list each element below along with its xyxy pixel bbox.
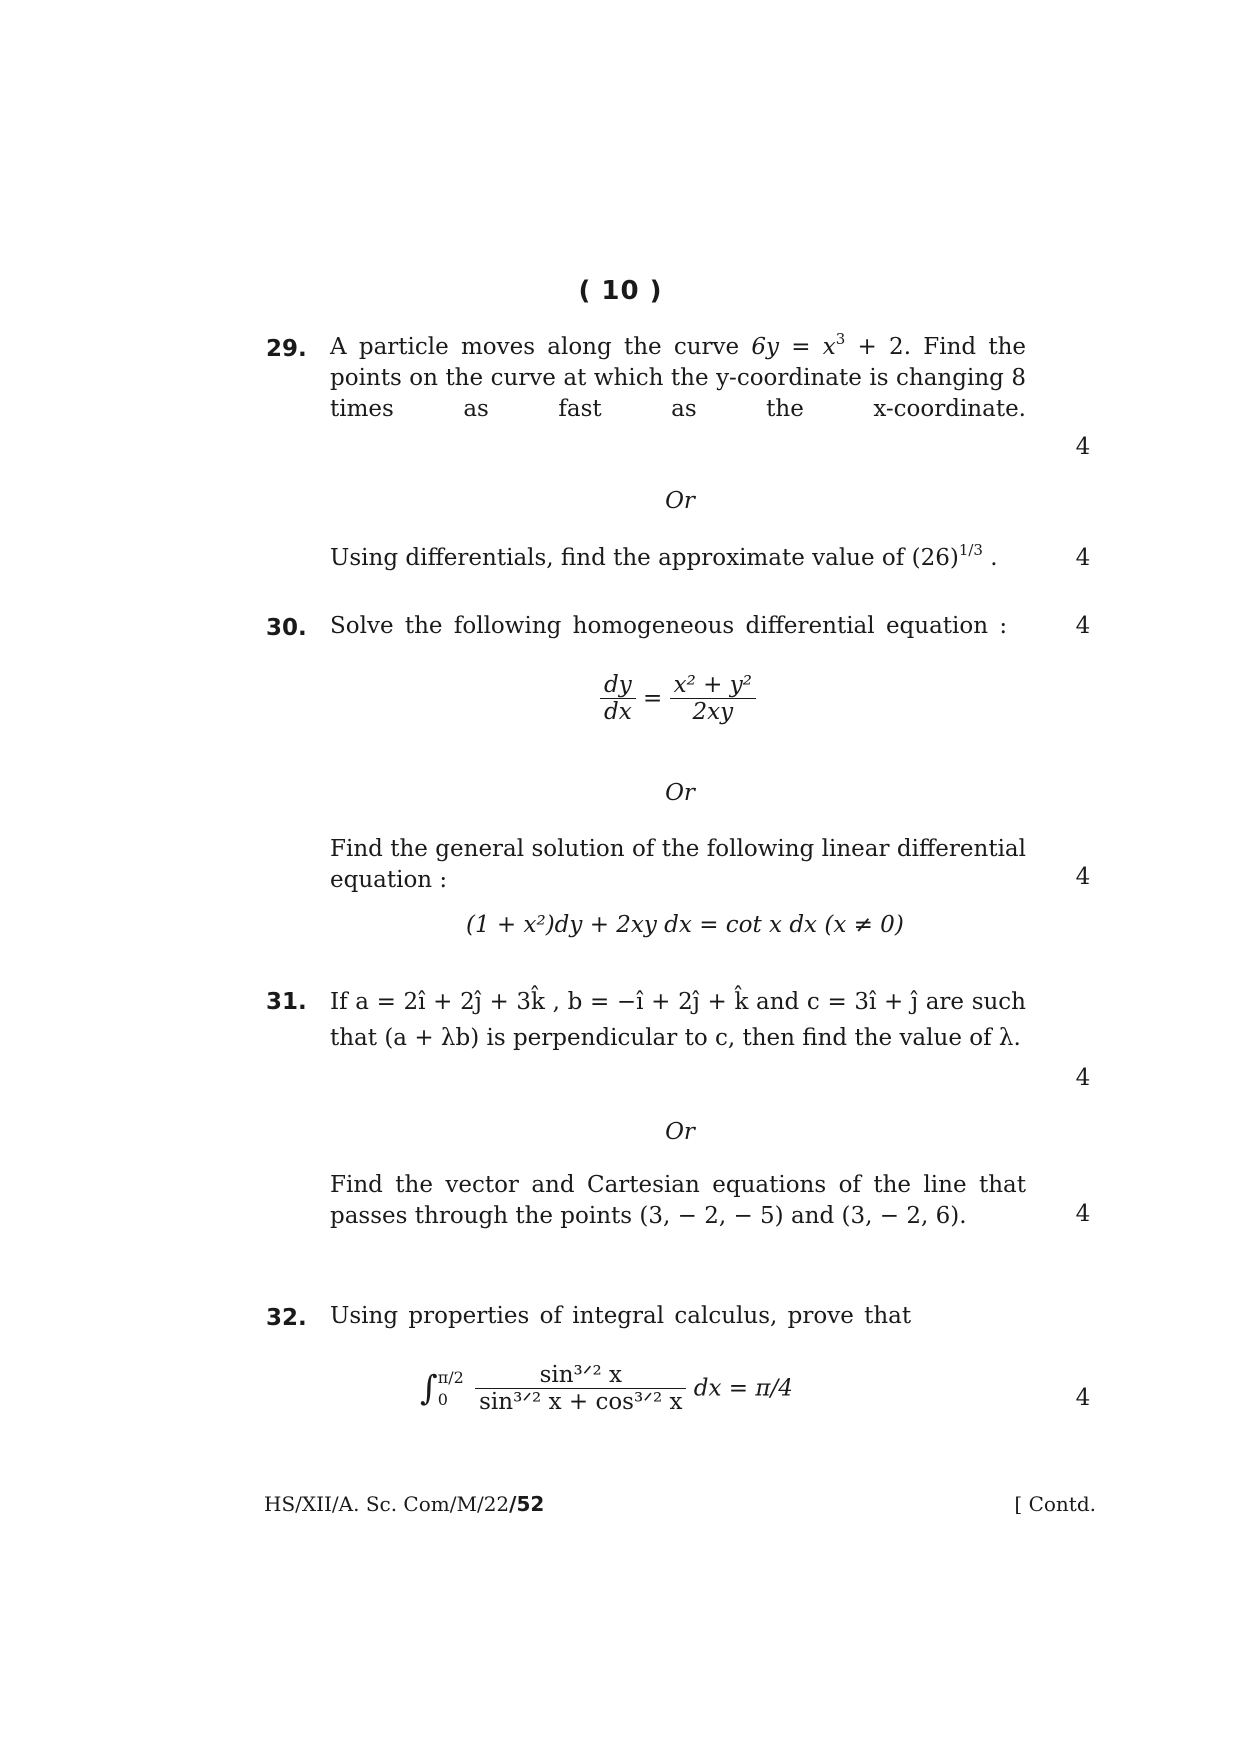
integral-result: dx = π/4 (693, 1375, 793, 1402)
question-31-text: If a = 2î + 2ĵ + 3k̂ , b = −î + 2ĵ + k̂ and c = 3î + ĵ are such that (a + λb) is perpendicular to c, then find the value of λ. (330, 989, 1026, 1051)
question-31-alt-marks: 4 (1075, 1201, 1091, 1227)
integral-sign: ∫ (420, 1368, 438, 1409)
question-30-equation: $\frac{dy}{dx}$ = $\frac{\text{x² + y²}}{2xy}$ (600, 672, 756, 725)
question-30-number: 30. (266, 615, 307, 641)
q29-curve-equation: $6y = x^3 + 2$ (751, 330, 904, 360)
question-30-alt-marks: 4 (1075, 864, 1091, 890)
or-label: Or (665, 488, 695, 514)
question-31-number: 31. (266, 989, 307, 1015)
question-30-alt-equation: (1 + x²)dy + 2xy dx = cot x dx (x ≠ 0) (466, 912, 904, 938)
continued-label: [ Contd. (1014, 1492, 1096, 1516)
question-29-alt-text: Using differentials, find the approximate value of $(26)^{1/3}$ . (330, 541, 998, 571)
question-31-alt-text: Find the vector and Cartesian equations of the line that passes through the points (3, − 2, − 5) and (3, − 2, 6). (330, 1172, 1026, 1229)
or-label: Or (665, 780, 695, 806)
question-32-integral: ∫ π/2 0 $\frac{\text{sin³ᐟ² x}}{\text{sin³ᐟ² x + cos³ᐟ² x}}$ dx = π/4 (420, 1362, 793, 1415)
question-32-number: 32. (266, 1305, 307, 1331)
integrand-fraction: $\frac{\text{sin³ᐟ² x}}{\text{sin³ᐟ² x + cos³ᐟ² x}}$ (475, 1362, 686, 1415)
question-30-marks: 4 (1075, 613, 1091, 639)
question-31-marks: 4 (1075, 1065, 1091, 1091)
question-29-number: 29. (266, 336, 307, 362)
question-29-alt-marks: 4 (1075, 545, 1091, 571)
rhs-fraction: $\frac{\text{x² + y²}}{2xy}$ (670, 672, 756, 725)
q29-text-part2: . Find the points on the curve at which the y-coordinate is changing 8 times as fast as the x-coordinate. (330, 334, 1027, 422)
question-30-alt-text: Find the general solution of the following linear differential equation : (330, 836, 1026, 893)
question-29-marks: 4 (1075, 434, 1091, 460)
q29-alt-expression: $(26)^{1/3}$ . (911, 541, 998, 571)
q29-text-part1: A particle moves along the curve (330, 334, 740, 360)
question-32-text: Using properties of integral calculus, prove that (330, 1303, 912, 1329)
paper-code: HS/XII/A. Sc. Com/M/22/52 (264, 1492, 545, 1516)
question-29-text (330, 332, 1026, 425)
question-30-text: Solve the following homogeneous differential equation : (330, 613, 1008, 639)
page-number: ( 10 ) (578, 276, 663, 306)
question-32-marks: 4 (1075, 1385, 1091, 1411)
or-label: Or (665, 1119, 695, 1145)
dy-dx-fraction: $\frac{dy}{dx}$ (600, 672, 636, 725)
